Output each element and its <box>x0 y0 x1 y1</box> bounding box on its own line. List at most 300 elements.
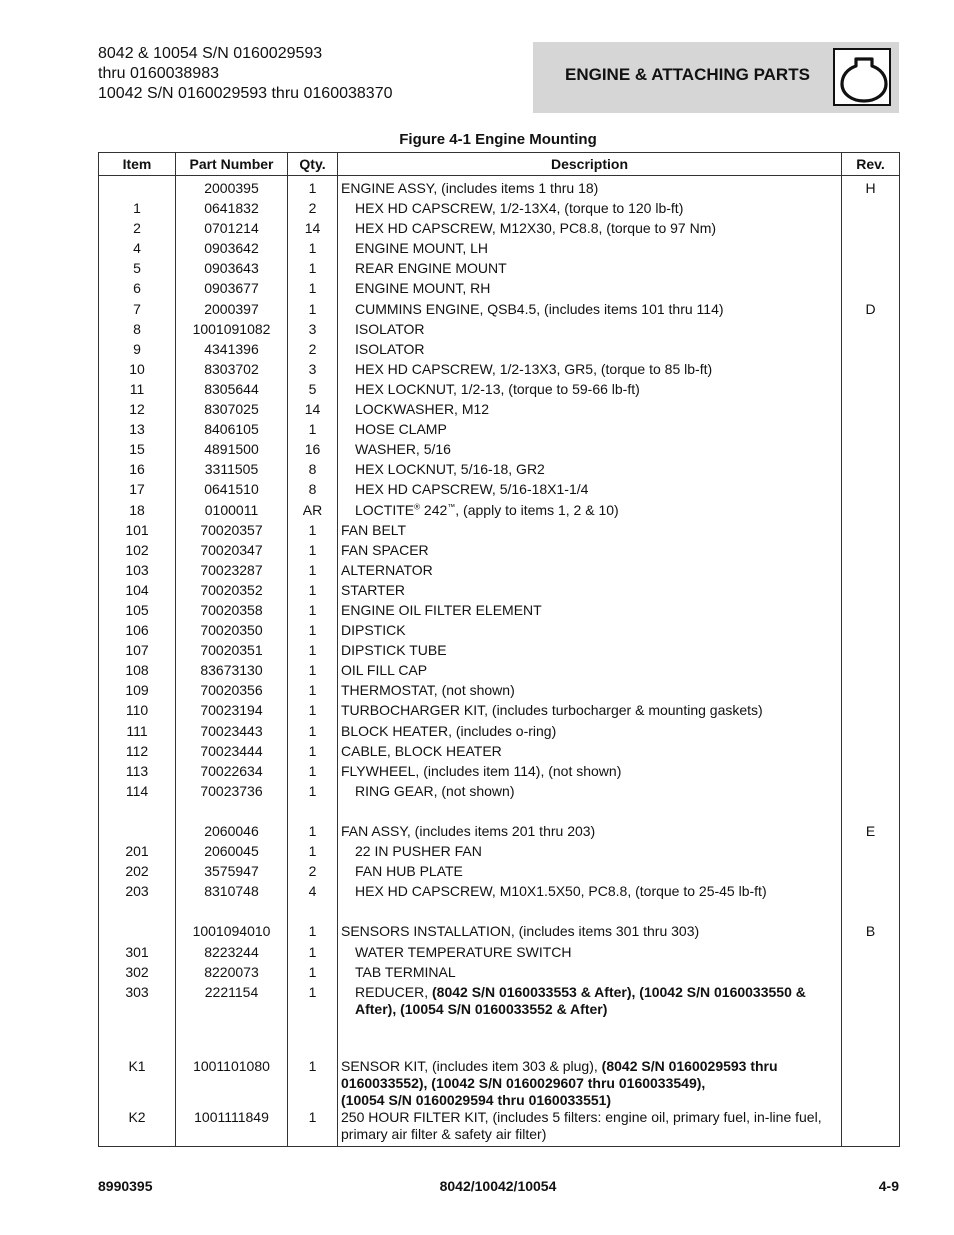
table-row <box>99 843 900 863</box>
spacer-row <box>99 903 900 923</box>
footer-models: 8042/10042/10054 <box>439 1178 557 1194</box>
description-segment: FAN BELT <box>341 521 407 538</box>
rev-cell <box>842 662 900 682</box>
qty-cell: 2 <box>288 341 338 361</box>
rev-cell: E <box>842 823 900 843</box>
spacer-cell <box>99 803 176 823</box>
description-cell <box>338 522 842 542</box>
table-row <box>99 502 900 522</box>
description-segment: RING GEAR, (not shown) <box>355 782 515 799</box>
part-number-cell: 70023443 <box>176 723 288 743</box>
description-segment: (8042 S/N 0160033553 & After), (10042 S/N 0160033550 & After), (10054 S/N 0160033552 & After) <box>355 983 806 1017</box>
rev-cell <box>842 883 900 903</box>
qty-cell: 14 <box>288 401 338 421</box>
description-segment: HEX HD CAPSCREW, M12X30, PC8.8, (torque to 97 Nm) <box>355 220 717 237</box>
footer-doc-number: 8990395 <box>98 1178 153 1194</box>
rev-cell <box>842 220 900 240</box>
table-row <box>99 542 900 562</box>
col-header-item: Item <box>99 153 176 176</box>
part-number-cell: 3311505 <box>176 461 288 481</box>
description-text <box>341 843 482 860</box>
table-row <box>99 964 900 984</box>
item-cell: 201 <box>99 843 176 863</box>
description-text <box>341 662 427 678</box>
part-number-cell: 8220073 <box>176 964 288 984</box>
description-segment: HEX HD CAPSCREW, 1/2-13X4, (torque to 120 lb-ft) <box>355 200 684 217</box>
part-number-cell: 83673130 <box>176 662 288 682</box>
description-text <box>341 682 515 698</box>
part-number-cell: 0903677 <box>176 280 288 300</box>
rev-cell <box>842 622 900 642</box>
description-text <box>341 260 507 277</box>
description-text <box>341 381 640 398</box>
description-cell <box>338 280 842 300</box>
part-number-cell: 3575947 <box>176 863 288 883</box>
description-segment: HEX LOCKNUT, 1/2-13, (torque to 59-66 lb-ft) <box>355 380 640 397</box>
col-header-part-number: Part Number <box>176 153 288 176</box>
col-header-qty: Qty. <box>288 153 338 176</box>
figure-title: Figure 4-1 Engine Mounting <box>399 131 597 148</box>
qty-cell: 1 <box>288 260 338 280</box>
part-number-cell: 8307025 <box>176 401 288 421</box>
part-number-cell: 0641832 <box>176 200 288 220</box>
description-segment: LOCTITE <box>355 501 415 518</box>
qty-cell: 1 <box>288 843 338 863</box>
description-segment: WATER TEMPERATURE SWITCH <box>355 943 572 960</box>
description-segment: ISOLATOR <box>355 320 425 337</box>
parts-table-body <box>99 176 900 1147</box>
description-cell <box>338 702 842 722</box>
description-segment: 250 HOUR FILTER KIT, (includes 5 filters: engine oil, primary fuel, in-line fuel, primary air filter & safety air filter) <box>341 1108 822 1142</box>
part-number-cell: 0100011 <box>176 502 288 522</box>
table-row <box>99 622 900 642</box>
part-number-cell: 1001111849 <box>176 1109 288 1147</box>
qty-cell: 1 <box>288 602 338 622</box>
description-text <box>341 280 490 297</box>
part-number-cell: 70020357 <box>176 522 288 542</box>
description-cell <box>338 642 842 662</box>
item-cell: 13 <box>99 421 176 441</box>
spacer-cell <box>176 903 288 923</box>
part-number-cell: 8305644 <box>176 381 288 401</box>
qty-cell: 1 <box>288 763 338 783</box>
item-cell: 109 <box>99 682 176 702</box>
description-cell <box>338 441 842 461</box>
description-cell <box>338 220 842 240</box>
spacer-cell <box>338 903 842 923</box>
description-cell <box>338 200 842 220</box>
item-cell: 108 <box>99 662 176 682</box>
description-segment: HEX HD CAPSCREW, M10X1.5X50, PC8.8, (torque to 25-45 lb-ft) <box>355 883 767 900</box>
description-text <box>341 863 463 880</box>
description-segment: DIPSTICK <box>341 622 406 639</box>
rev-cell <box>842 984 900 1018</box>
item-cell: 2 <box>99 220 176 240</box>
item-cell: 8 <box>99 321 176 341</box>
rev-cell <box>842 562 900 582</box>
qty-cell: 8 <box>288 461 338 481</box>
description-segment: STARTER <box>341 581 406 598</box>
qty-cell: 1 <box>288 743 338 763</box>
table-row <box>99 984 900 1018</box>
rev-cell <box>842 602 900 622</box>
description-segment: BLOCK HEATER, (includes o-ring) <box>341 722 557 739</box>
description-text <box>341 240 488 257</box>
description-cell <box>338 502 842 522</box>
description-cell <box>338 984 842 1018</box>
description-cell <box>338 582 842 602</box>
description-text <box>341 783 515 800</box>
table-row <box>99 582 900 602</box>
qty-cell: 1 <box>288 522 338 542</box>
qty-cell: 5 <box>288 381 338 401</box>
description-segment: HEX HD CAPSCREW, 1/2-13X3, GR5, (torque to 85 lb-ft) <box>355 360 713 377</box>
part-number-cell: 1001091082 <box>176 321 288 341</box>
description-segment: HEX HD CAPSCREW, 5/16-18X1-1/4 <box>355 481 589 498</box>
qty-cell: 1 <box>288 582 338 602</box>
rev-cell <box>842 240 900 260</box>
item-cell <box>99 823 176 843</box>
qty-cell: 1 <box>288 280 338 300</box>
description-cell <box>338 176 842 201</box>
item-cell: 12 <box>99 401 176 421</box>
part-number-cell: 8303702 <box>176 361 288 381</box>
item-cell: 5 <box>99 260 176 280</box>
serial-number-block <box>98 44 392 104</box>
description-text <box>341 702 763 718</box>
table-row <box>99 662 900 682</box>
rev-cell <box>842 522 900 542</box>
qty-cell: 1 <box>288 622 338 642</box>
spacer-cell <box>288 803 338 823</box>
rev-cell <box>842 723 900 743</box>
description-text <box>341 602 542 618</box>
qty-cell: 8 <box>288 481 338 501</box>
description-text <box>341 321 425 338</box>
description-text <box>341 341 425 358</box>
description-text <box>341 401 489 418</box>
rev-cell <box>842 441 900 461</box>
trademark-symbol: ® <box>414 501 421 511</box>
part-number-cell: 1001094010 <box>176 923 288 943</box>
description-text <box>341 1109 822 1142</box>
table-header-row <box>99 153 900 176</box>
description-segment: TAB TERMINAL <box>355 963 456 980</box>
description-cell <box>338 964 842 984</box>
part-number-cell: 0903642 <box>176 240 288 260</box>
description-segment: ENGINE ASSY, (includes items 1 thru 18) <box>341 180 599 196</box>
description-cell <box>338 401 842 421</box>
description-cell <box>338 562 842 582</box>
description-text <box>341 964 456 981</box>
table-row <box>99 763 900 783</box>
description-cell <box>338 321 842 341</box>
item-cell: 7 <box>99 301 176 321</box>
table-row <box>99 401 900 421</box>
qty-cell: 3 <box>288 321 338 341</box>
item-cell: 10 <box>99 361 176 381</box>
table-row <box>99 260 900 280</box>
description-segment: DIPSTICK TUBE <box>341 642 447 659</box>
item-cell: 105 <box>99 602 176 622</box>
table-row <box>99 341 900 361</box>
part-number-cell: 70020356 <box>176 682 288 702</box>
description-segment: ALTERNATOR <box>341 561 433 578</box>
description-segment: CUMMINS ENGINE, QSB4.5, (includes items 101 thru 114) <box>355 300 724 317</box>
rev-cell <box>842 642 900 662</box>
item-cell <box>99 923 176 943</box>
table-row <box>99 461 900 481</box>
qty-cell: 1 <box>288 783 338 803</box>
qty-cell: 1 <box>288 240 338 260</box>
part-number-cell: 0903643 <box>176 260 288 280</box>
qty-cell: 1 <box>288 421 338 441</box>
part-number-cell: 1001101080 <box>176 1058 288 1109</box>
description-cell <box>338 883 842 903</box>
item-cell: 1 <box>99 200 176 220</box>
qty-cell: 1 <box>288 642 338 662</box>
qty-cell: 1 <box>288 1058 338 1109</box>
description-cell <box>338 763 842 783</box>
description-segment: FAN SPACER <box>341 541 429 558</box>
item-cell: 18 <box>99 502 176 522</box>
description-segment: HOSE CLAMP <box>355 421 447 438</box>
part-number-cell: 70023287 <box>176 562 288 582</box>
qty-cell: 1 <box>288 823 338 843</box>
description-segment: REAR ENGINE MOUNT <box>355 260 507 277</box>
part-number-cell: 70023736 <box>176 783 288 803</box>
table-row <box>99 944 900 964</box>
rev-cell <box>842 542 900 562</box>
description-segment: (10054 S/N 0160029594 thru 0160033551) <box>341 1091 612 1108</box>
item-cell: 203 <box>99 883 176 903</box>
description-text <box>341 582 405 598</box>
rev-cell <box>842 421 900 441</box>
description-segment: OIL FILL CAP <box>341 662 428 679</box>
description-segment: FLYWHEEL, (includes item 114), (not shown) <box>341 762 622 779</box>
qty-cell: 1 <box>288 964 338 984</box>
spacer-cell <box>99 1018 176 1058</box>
part-number-cell: 2000395 <box>176 176 288 201</box>
description-cell <box>338 863 842 883</box>
description-segment: WASHER, 5/16 <box>355 441 451 458</box>
item-cell: 101 <box>99 522 176 542</box>
section-title: ENGINE & ATTACHING PARTS <box>565 65 810 84</box>
rev-cell <box>842 280 900 300</box>
description-text <box>341 1058 778 1108</box>
part-number-cell: 70023444 <box>176 743 288 763</box>
table-row <box>99 200 900 220</box>
description-cell <box>338 602 842 622</box>
spacer-cell <box>176 1018 288 1058</box>
item-cell: 106 <box>99 622 176 642</box>
description-cell <box>338 662 842 682</box>
spacer-cell <box>99 903 176 923</box>
rev-cell <box>842 1109 900 1147</box>
rev-cell <box>842 582 900 602</box>
description-cell <box>338 682 842 702</box>
description-text <box>341 220 716 237</box>
part-number-cell: 70020351 <box>176 642 288 662</box>
item-cell: 103 <box>99 562 176 582</box>
rev-cell <box>842 200 900 220</box>
description-cell <box>338 1109 842 1147</box>
qty-cell: 3 <box>288 361 338 381</box>
table-row <box>99 481 900 501</box>
description-text <box>341 763 621 779</box>
item-cell: 17 <box>99 481 176 501</box>
table-row <box>99 280 900 300</box>
spacer-cell <box>176 803 288 823</box>
description-segment: CABLE, BLOCK HEATER <box>341 742 502 759</box>
rev-cell <box>842 863 900 883</box>
footer-page-number: 4-9 <box>878 1178 899 1194</box>
description-cell <box>338 944 842 964</box>
description-cell <box>338 923 842 943</box>
qty-cell: AR <box>288 502 338 522</box>
rev-cell <box>842 763 900 783</box>
item-cell: 114 <box>99 783 176 803</box>
qty-cell: 1 <box>288 542 338 562</box>
item-cell: 102 <box>99 542 176 562</box>
parts-table <box>98 152 900 1147</box>
rev-cell <box>842 783 900 803</box>
part-number-cell: 0701214 <box>176 220 288 240</box>
rev-cell: H <box>842 176 900 201</box>
description-text <box>341 883 767 900</box>
rev-cell <box>842 682 900 702</box>
description-cell <box>338 542 842 562</box>
description-segment: REDUCER, <box>355 983 433 1000</box>
rev-cell <box>842 481 900 501</box>
description-cell <box>338 240 842 260</box>
qty-cell: 1 <box>288 944 338 964</box>
description-text <box>341 502 619 519</box>
spacer-cell <box>842 903 900 923</box>
part-number-cell: 8406105 <box>176 421 288 441</box>
description-text <box>341 441 451 458</box>
table-row <box>99 682 900 702</box>
table-row <box>99 743 900 763</box>
table-row <box>99 702 900 722</box>
description-segment: SENSORS INSTALLATION, (includes items 301 thru 303) <box>341 923 700 940</box>
qty-cell: 1 <box>288 176 338 201</box>
description-text <box>341 984 838 1018</box>
spacer-cell <box>842 1018 900 1058</box>
item-cell: 113 <box>99 763 176 783</box>
qty-cell: 4 <box>288 883 338 903</box>
description-segment: TURBOCHARGER KIT, (includes turbocharger & mounting gaskets) <box>341 702 763 719</box>
col-header-rev: Rev. <box>842 153 900 176</box>
rev-cell: D <box>842 301 900 321</box>
qty-cell: 1 <box>288 662 338 682</box>
part-number-cell: 4891500 <box>176 441 288 461</box>
rev-cell <box>842 702 900 722</box>
description-cell <box>338 260 842 280</box>
description-segment: ENGINE MOUNT, RH <box>355 280 491 297</box>
part-number-cell: 70020352 <box>176 582 288 602</box>
qty-cell: 2 <box>288 863 338 883</box>
qty-cell: 1 <box>288 682 338 702</box>
item-cell: 202 <box>99 863 176 883</box>
rev-cell <box>842 401 900 421</box>
description-cell <box>338 301 842 321</box>
part-number-cell: 70022634 <box>176 763 288 783</box>
description-text <box>341 723 556 739</box>
description-text <box>341 562 433 578</box>
table-row <box>99 361 900 381</box>
description-text <box>341 622 406 638</box>
item-cell <box>99 176 176 201</box>
section-header <box>533 42 899 113</box>
table-row <box>99 823 900 843</box>
item-cell: 11 <box>99 381 176 401</box>
description-segment: ENGINE OIL FILTER ELEMENT <box>341 601 542 618</box>
description-cell <box>338 341 842 361</box>
qty-cell: 14 <box>288 220 338 240</box>
table-row <box>99 441 900 461</box>
qty-cell: 2 <box>288 200 338 220</box>
rev-cell <box>842 321 900 341</box>
qty-cell: 1 <box>288 702 338 722</box>
part-number-cell: 70020347 <box>176 542 288 562</box>
rev-cell <box>842 743 900 763</box>
item-cell: 112 <box>99 743 176 763</box>
description-text <box>341 743 502 759</box>
description-text <box>341 823 595 839</box>
description-text <box>341 944 571 961</box>
table-row <box>99 863 900 883</box>
item-cell: 104 <box>99 582 176 602</box>
spacer-row <box>99 803 900 823</box>
rev-cell <box>842 1058 900 1109</box>
description-segment: 242 <box>420 501 448 518</box>
description-segment: , (apply to items 1, 2 & 10) <box>455 501 619 518</box>
description-cell <box>338 381 842 401</box>
table-row <box>99 723 900 743</box>
spacer-cell <box>288 903 338 923</box>
description-segment: LOCKWASHER, M12 <box>355 401 490 418</box>
spacer-cell <box>288 1018 338 1058</box>
table-row <box>99 783 900 803</box>
description-text <box>341 481 588 498</box>
item-cell: 111 <box>99 723 176 743</box>
description-cell <box>338 622 842 642</box>
description-segment: ENGINE MOUNT, LH <box>355 240 489 257</box>
table-row <box>99 1058 900 1109</box>
rev-cell <box>842 341 900 361</box>
item-cell: K1 <box>99 1058 176 1109</box>
item-cell: 303 <box>99 984 176 1018</box>
description-segment: FAN HUB PLATE <box>355 863 463 880</box>
engine-icon <box>833 48 891 106</box>
item-cell: 15 <box>99 441 176 461</box>
description-text <box>341 522 406 538</box>
description-text <box>341 461 545 478</box>
description-cell <box>338 461 842 481</box>
table-row <box>99 562 900 582</box>
part-number-cell: 8310748 <box>176 883 288 903</box>
table-row <box>99 602 900 622</box>
trademark-symbol: ™ <box>447 501 456 511</box>
description-segment: FAN ASSY, (includes items 201 thru 203) <box>341 823 596 839</box>
qty-cell: 1 <box>288 301 338 321</box>
description-cell <box>338 743 842 763</box>
description-text <box>341 301 724 318</box>
part-number-cell: 2060046 <box>176 823 288 843</box>
part-number-cell: 70023194 <box>176 702 288 722</box>
rev-cell <box>842 461 900 481</box>
